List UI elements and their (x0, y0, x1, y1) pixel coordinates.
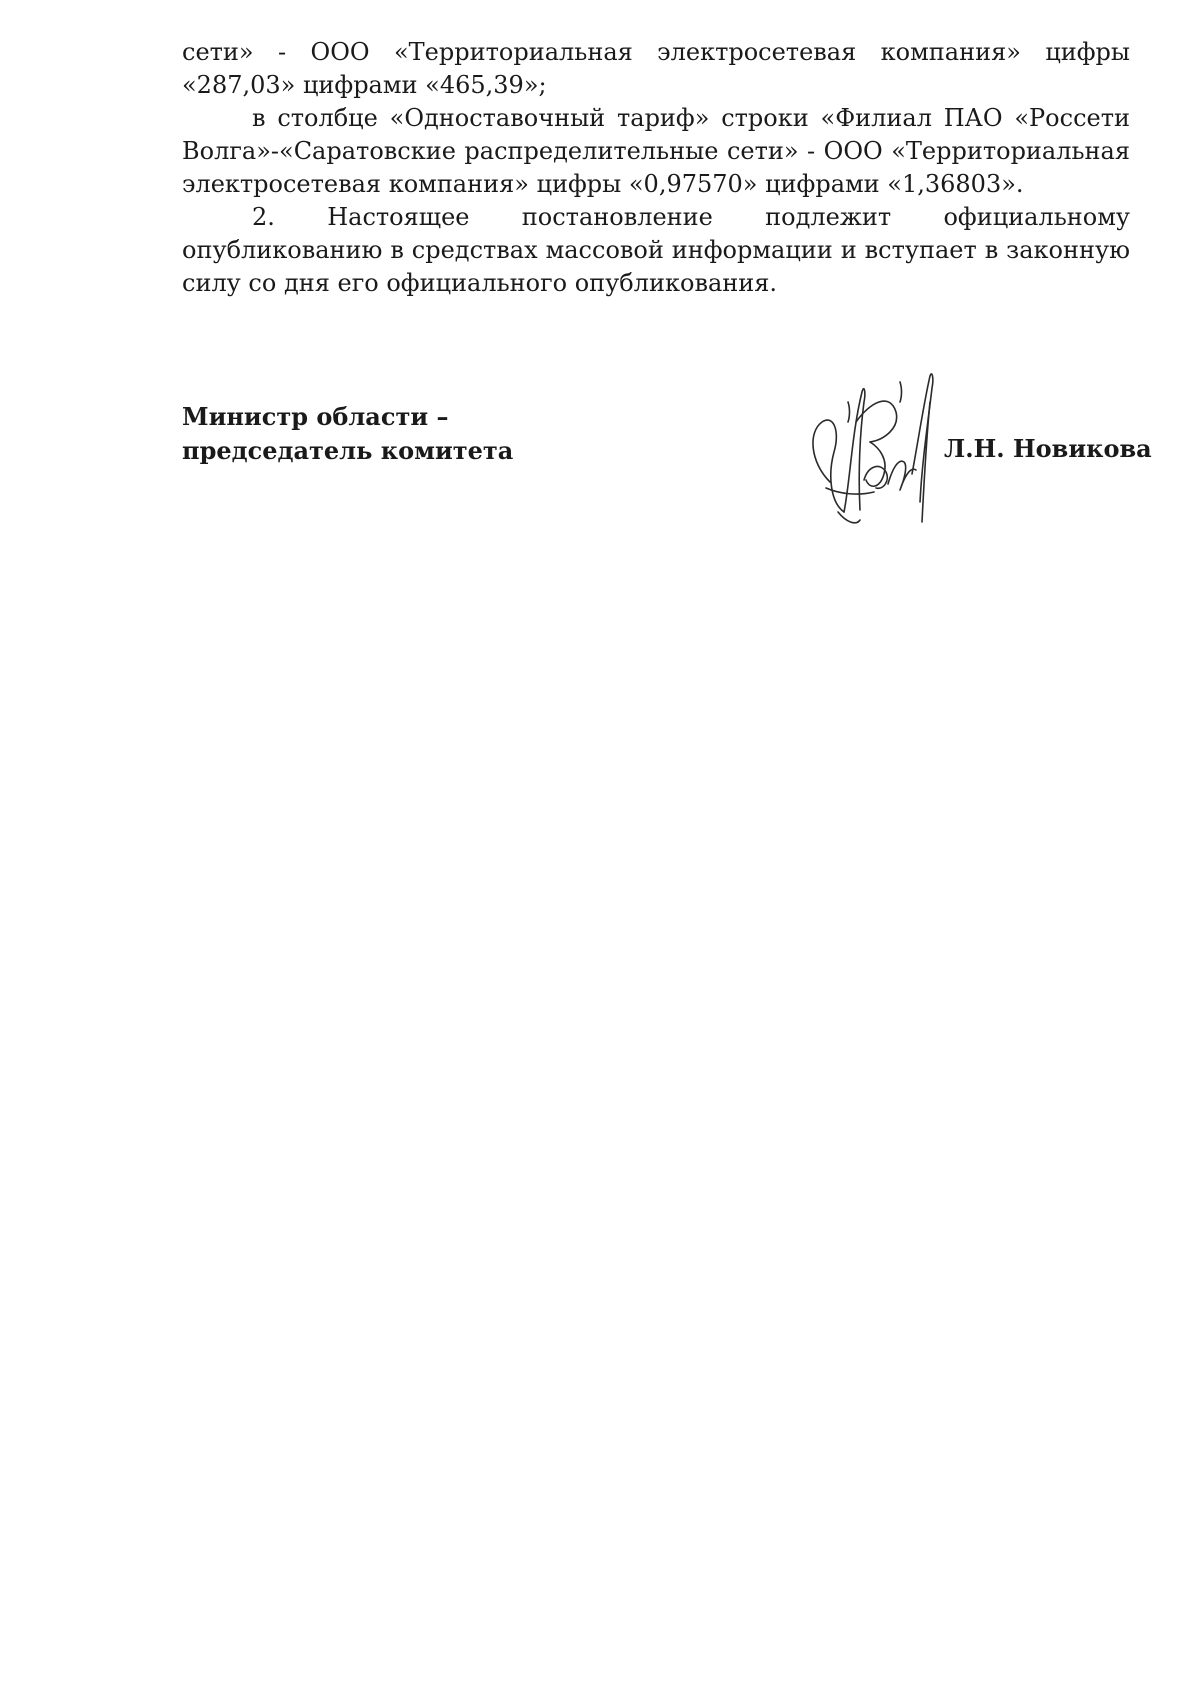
signatory-title (182, 400, 513, 468)
document-body (182, 36, 1130, 300)
paragraph-publication: 2. Настоящее постановление подлежит официальному опубликованию в средствах массовой информации и вступает в законную силу со дня его официального опубликования. (182, 203, 1130, 297)
paragraph-continuation: сети» - ООО «Территориальная электросетевая компания» цифры «287,03» цифрами «465,39»; (182, 38, 1130, 99)
signatory-name: Л.Н. Новикова (944, 434, 1152, 463)
paragraph-tariff-column: в столбце «Одноставочный тариф» строки «Филиал ПАО «Россети Волга»-«Саратовские распределительные сети» - ООО «Территориальная электросетевая компания» цифры «0,97570» цифрами «1,36803». (182, 104, 1130, 198)
signatory-title-line-1: Министр области – (182, 402, 449, 431)
signatory-title-line-2: председатель комитета (182, 436, 514, 465)
